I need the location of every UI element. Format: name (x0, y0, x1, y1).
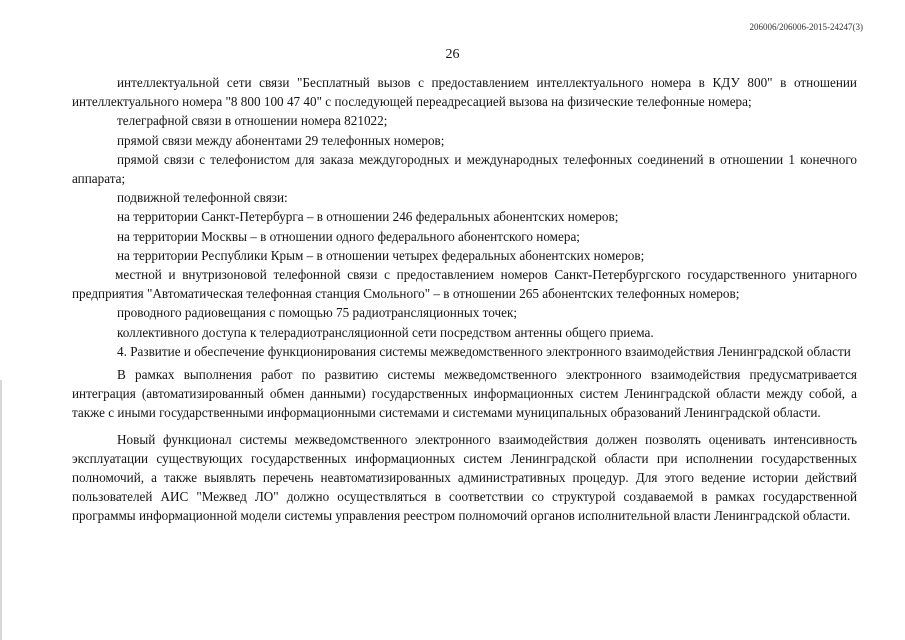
paragraph: на территории Республики Крым – в отношении четырех федеральных абонентских номеров; (117, 247, 645, 263)
paragraph: местной и внутризоновой телефонной связи с предоставлением номеров Санкт-Петербургского государственного унитарного предприятия "Автоматическая телефонная станция Смольного" – в отношении 265 абонентских телефонных номеров; (72, 267, 857, 302)
paragraph: коллективного доступа к телерадиотрансляционной сети посредством антенны общего приема. (117, 324, 654, 340)
document-id: 206006/206006-2015-24247(3) (749, 22, 863, 32)
section-heading: 4. Развитие и обеспечение функционирования системы межведомственного электронного взаимодействия Ленинградской области (117, 343, 851, 359)
paragraph: подвижной телефонной связи: (117, 190, 288, 206)
paragraph: телеграфной связи в отношении номера 821022; (117, 113, 388, 129)
paragraph: прямой связи с телефонистом для заказа междугородных и международных телефонных соединений в отношении 1 конечного аппарата; (72, 151, 857, 187)
document-body (72, 73, 857, 526)
paragraph: В рамках выполнения работ по развитию системы межведомственного электронного взаимодействия предусматривается интеграция (автоматизированный обмен данными) государственных информационных систем Ленинградской области между собой, а также с иными государственными информационными системами и системами муниципальных образований Ленинградской области. (72, 367, 857, 421)
paragraph: интеллектуальной сети связи "Бесплатный вызов с предоставлением интеллектуального номера в КДУ 800" в отношении интеллектуального номера "8 800 100 47 40" с последующей переадресацией вызова на физические телефонные номера; (72, 75, 857, 110)
paragraph: на территории Москвы – в отношении одного федерального абонентского номера; (117, 228, 580, 244)
scan-edge-shadow (0, 380, 2, 640)
paragraph: проводного радиовещания с помощью 75 радиотрансляционных точек; (117, 305, 518, 321)
paragraph: прямой связи между абонентами 29 телефонных номеров; (117, 132, 445, 148)
paragraph: Новый функционал системы межведомственного электронного взаимодействия должен позволять оценивать интенсивность эксплуатации существующих государственных информационных систем Ленинградской области при исполнении государственных полномочий, а также выявлять перечень неавтоматизированных административных процедур. Для этого ведение истории действий пользователей АИС "Межвед ЛО" должно осуществляться в соответствии со структурой создаваемой в рамках государственной программы информационной модели системы управления реестром полномочий органов исполнительной власти Ленинградской области. (72, 431, 857, 524)
paragraph: на территории Санкт-Петербурга – в отношении 246 федеральных абонентских номеров; (117, 209, 619, 225)
page-number: 26 (445, 47, 460, 62)
